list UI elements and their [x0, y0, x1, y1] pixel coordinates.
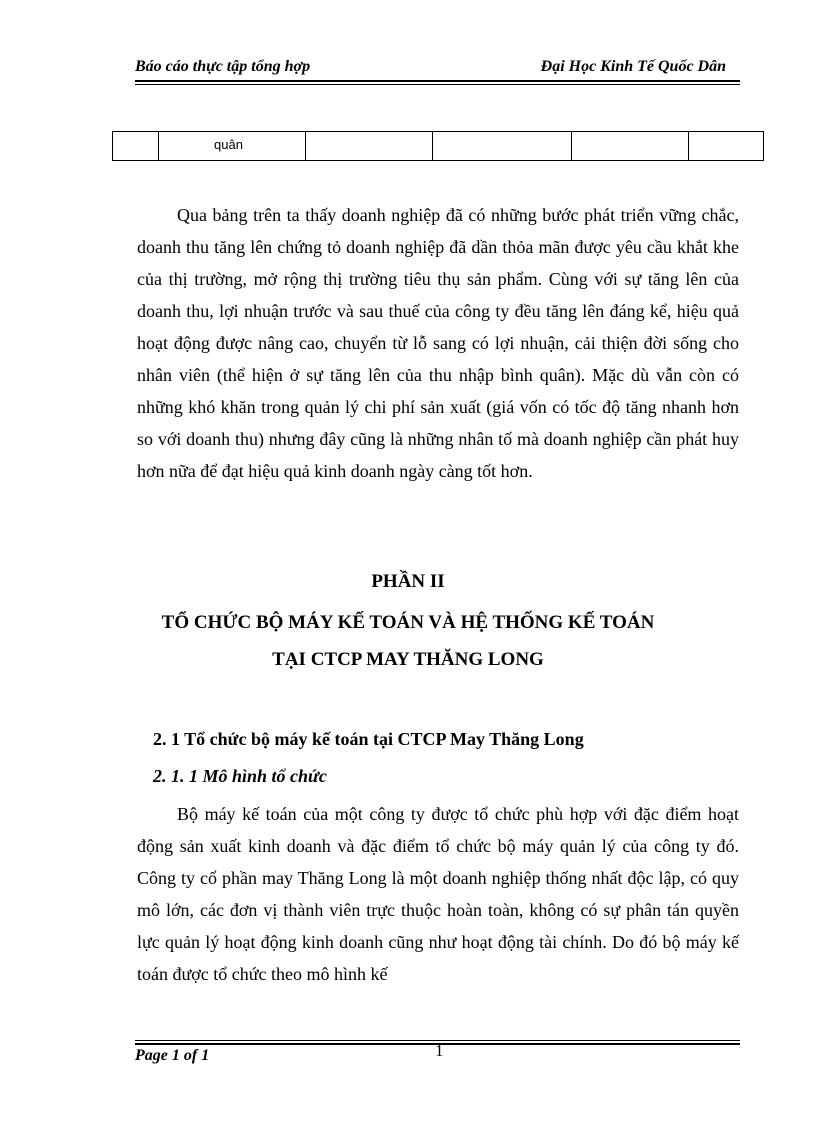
body-paragraph-analysis: Qua bảng trên ta thấy doanh nghiệp đã có những bước phát triển vững chắc, doanh thu tăng lên chứng tỏ doanh nghiệp đã dần thỏa mãn được yêu cầu khắt khe của thị trường, mở rộng thị trường tiêu thụ sản phẩm. Cùng với sự tăng lên của doanh thu, lợi nhuận trước và sau thuế của công ty đều tăng lên đáng kể, hiệu quả hoạt động được nâng cao, chuyển từ lỗ sang có lợi nhuận, cải thiện đời sống cho nhân viên (thể hiện ở sự tăng lên của thu nhập bình quân). Mặc dù vẫn còn có những khó khăn trong quản lý chi phí sản xuất (giá vốn có tốc độ tăng nhanh hơn so với doanh thu) nhưng đây cũng là những nhân tố mà doanh nghiệp cần phát huy hơn nữa để đạt hiệu quả kinh doanh ngày càng tốt hơn.: [137, 205, 739, 481]
table-cell: [306, 132, 433, 161]
table-cell: [689, 132, 764, 161]
table-cell: [572, 132, 689, 161]
section-subheading: 2. 1. 1 Mô hình tổ chức: [153, 766, 327, 786]
part-subtitle-line-2: TẠI CTCP MAY THĂNG LONG: [272, 649, 544, 670]
section-heading: 2. 1 Tổ chức bộ máy kế toán tại CTCP May Thăng Long: [153, 729, 584, 749]
footer-page-number: 1: [435, 1041, 444, 1060]
part-title: PHẦN II: [371, 571, 445, 592]
header-rule-thick: [135, 80, 740, 82]
page-footer: [135, 1041, 740, 1071]
part-subtitle-line-1: TỔ CHỨC BỘ MÁY KẾ TOÁN VÀ HỆ THỐNG KẾ TOÁN: [161, 612, 655, 633]
footer-page-label: Page 1 of 1: [135, 1047, 210, 1064]
table-cell: quân: [159, 132, 306, 161]
table-cell: [113, 132, 159, 161]
header-rule-thin: [135, 84, 740, 85]
header-university: Đại Học Kinh Tế Quốc Dân: [540, 58, 726, 75]
table-fragment: [112, 131, 764, 161]
table-row: [113, 132, 764, 161]
page-header: [135, 56, 740, 80]
body-paragraph-model: Bộ máy kế toán của một công ty được tổ chức phù hợp với đặc điểm hoạt động sản xuất kinh doanh và đặc điểm tổ chức bộ máy quản lý của công ty đó. Công ty cổ phần may Thăng Long là một doanh nghiệp thống nhất độc lập, có quy mô lớn, các đơn vị thành viên trực thuộc hoàn toàn, không có sự phân tán quyền lực quản lý hoạt động kinh doanh cũng như hoạt động tài chính. Do đó bộ máy kế toán được tổ chức theo mô hình kế: [137, 804, 739, 984]
header-report-title: Báo cáo thực tập tổng hợp: [135, 58, 311, 75]
table-cell: [433, 132, 572, 161]
